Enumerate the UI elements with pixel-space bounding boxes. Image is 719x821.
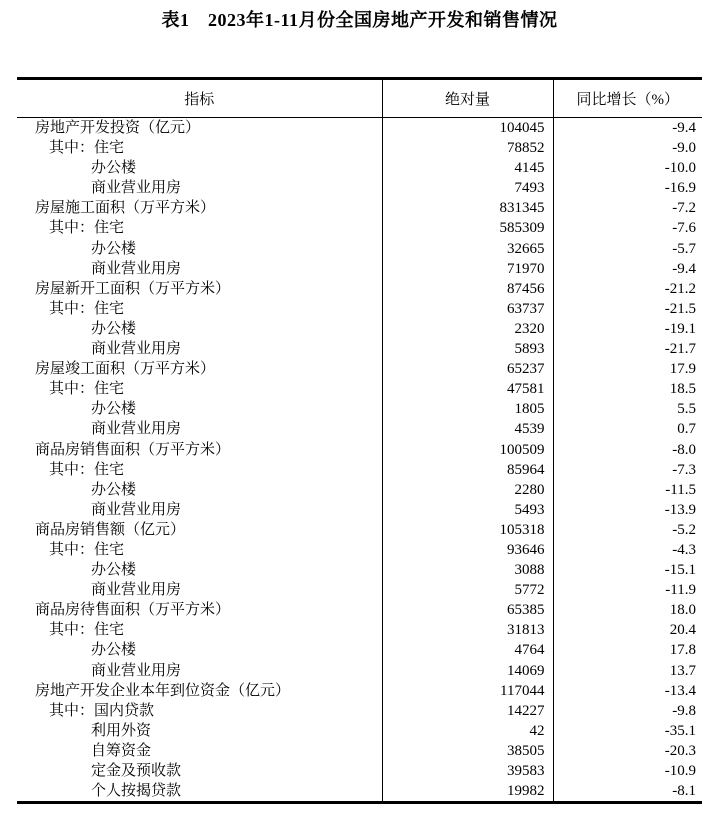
table-row (17, 640, 702, 660)
table-header (17, 79, 702, 118)
table-row (17, 440, 702, 460)
absolute-value-cell: 2280 (382, 480, 553, 500)
table-row (17, 399, 702, 419)
indicator-cell: 商业营业用房 (91, 180, 182, 197)
absolute-value-cell: 5772 (382, 580, 553, 600)
table-row (17, 600, 702, 620)
growth-value-cell: 17.9 (669, 361, 696, 378)
growth-value-cell: -21.2 (664, 280, 696, 297)
indicator-cell: 办公楼 (91, 481, 137, 498)
table-row (17, 279, 702, 299)
table-row (17, 259, 702, 279)
table-row (17, 500, 702, 520)
absolute-value-cell: 71970 (382, 259, 553, 279)
absolute-value-cell: 78852 (382, 138, 553, 158)
growth-value-cell: -9.4 (672, 120, 696, 136)
indicator-cell: 商品房销售额（亿元） (35, 521, 186, 538)
table-row (17, 540, 702, 560)
growth-value-cell: -9.4 (672, 260, 696, 277)
growth-value-cell: 13.7 (669, 662, 696, 679)
growth-value-cell: -15.1 (664, 562, 696, 579)
indicator-cell: 商业营业用房 (91, 421, 182, 438)
page-title: 表1 2023年1-11月份全国房地产开发和销售情况 (161, 10, 558, 30)
col-header-absolute: 绝对量 (382, 79, 553, 118)
table-row (17, 239, 702, 259)
growth-value-cell: -21.7 (664, 341, 696, 358)
indicator-cell: 商业营业用房 (91, 341, 182, 358)
table-row (17, 681, 702, 701)
absolute-value-cell: 100509 (382, 440, 553, 460)
table-row (17, 158, 702, 178)
table-row (17, 379, 702, 399)
growth-value-cell: -7.2 (672, 200, 696, 217)
col-header-indicator: 指标 (17, 79, 382, 118)
growth-value-cell: -13.4 (664, 682, 696, 699)
growth-value-cell: -7.3 (672, 461, 696, 478)
growth-value-cell: -20.3 (664, 742, 696, 759)
growth-value-cell: -19.1 (664, 320, 696, 337)
indicator-cell: 其中：住宅 (49, 140, 125, 157)
indicator-cell: 其中：住宅 (49, 541, 125, 558)
indicator-cell: 利用外资 (91, 722, 152, 739)
indicator-cell: 房地产开发企业本年到位资金（亿元） (35, 682, 291, 699)
table-row (17, 198, 702, 218)
indicator-cell: 商业营业用房 (91, 260, 182, 277)
growth-value-cell: -9.0 (672, 140, 696, 157)
absolute-value-cell: 117044 (382, 681, 553, 701)
indicator-cell: 其中：住宅 (49, 461, 125, 478)
growth-value-cell: -11.9 (665, 582, 696, 599)
table-row (17, 118, 702, 139)
indicator-cell: 办公楼 (91, 320, 137, 337)
indicator-cell: 其中：住宅 (49, 381, 125, 398)
absolute-value-cell: 1805 (382, 399, 553, 419)
table-row (17, 560, 702, 580)
growth-value-cell: -16.9 (664, 180, 696, 197)
table-row (17, 580, 702, 600)
absolute-value-cell: 19982 (382, 781, 553, 803)
growth-value-cell: -7.6 (672, 220, 696, 237)
table-row (17, 218, 702, 238)
indicator-cell: 办公楼 (91, 401, 137, 418)
table-row (17, 701, 702, 721)
table-row (17, 761, 702, 781)
table-row (17, 460, 702, 480)
absolute-value-cell: 85964 (382, 460, 553, 480)
table-row (17, 299, 702, 319)
header-row (17, 79, 702, 118)
indicator-cell: 其中：住宅 (49, 622, 125, 639)
indicator-cell: 商业营业用房 (91, 582, 182, 599)
absolute-value-cell: 39583 (382, 761, 553, 781)
absolute-value-cell: 31813 (382, 620, 553, 640)
growth-value-cell: 17.8 (669, 642, 696, 659)
col-header-growth: 同比增长（%） (553, 79, 702, 118)
indicator-cell: 其中：国内贷款 (49, 702, 155, 719)
table-row (17, 620, 702, 640)
absolute-value-cell: 105318 (382, 520, 553, 540)
indicator-cell: 其中：住宅 (49, 220, 125, 237)
absolute-value-cell: 4539 (382, 419, 553, 439)
absolute-value-cell: 2320 (382, 319, 553, 339)
growth-value-cell: -9.8 (672, 702, 696, 719)
indicator-cell: 商业营业用房 (91, 662, 182, 679)
growth-value-cell: -11.5 (665, 481, 696, 498)
absolute-value-cell: 47581 (382, 379, 553, 399)
indicator-cell: 商业营业用房 (91, 501, 182, 518)
indicator-cell: 商品房待售面积（万平方米） (35, 602, 231, 619)
absolute-value-cell: 4145 (382, 158, 553, 178)
indicator-cell: 定金及预收款 (91, 763, 182, 779)
growth-value-cell: -13.9 (664, 501, 696, 518)
growth-value-cell: -8.1 (672, 783, 696, 800)
table-row (17, 741, 702, 761)
table-row (17, 138, 702, 158)
table-row (17, 781, 702, 803)
indicator-cell: 房屋施工面积（万平方米） (35, 200, 216, 217)
indicator-cell: 个人按揭贷款 (91, 783, 182, 800)
indicator-cell: 房地产开发投资（亿元） (35, 120, 201, 136)
indicator-cell: 房屋新开工面积（万平方米） (35, 280, 231, 297)
absolute-value-cell: 7493 (382, 178, 553, 198)
indicator-cell: 办公楼 (91, 642, 137, 659)
growth-value-cell: 5.5 (677, 401, 696, 418)
indicator-cell: 办公楼 (91, 160, 137, 177)
table-row (17, 339, 702, 359)
absolute-value-cell: 32665 (382, 239, 553, 259)
growth-value-cell: -10.9 (664, 763, 696, 779)
indicator-cell: 办公楼 (91, 240, 137, 257)
indicator-cell: 自筹资金 (91, 742, 152, 759)
growth-value-cell: -21.5 (664, 300, 696, 317)
absolute-value-cell: 42 (382, 721, 553, 741)
absolute-value-cell: 831345 (382, 198, 553, 218)
table-row (17, 319, 702, 339)
table-row (17, 419, 702, 439)
table-row (17, 178, 702, 198)
table-row (17, 480, 702, 500)
absolute-value-cell: 63737 (382, 299, 553, 319)
growth-value-cell: 18.0 (669, 602, 696, 619)
growth-value-cell: -10.0 (664, 160, 696, 177)
growth-value-cell: 18.5 (669, 381, 696, 398)
growth-value-cell: -5.7 (672, 240, 696, 257)
absolute-value-cell: 14069 (382, 661, 553, 681)
growth-value-cell: -4.3 (672, 541, 696, 558)
growth-value-cell: 0.7 (677, 421, 696, 438)
table-row (17, 721, 702, 741)
table-body (17, 118, 702, 803)
growth-value-cell: -5.2 (672, 521, 696, 538)
indicator-cell: 办公楼 (91, 562, 137, 579)
table-row (17, 661, 702, 681)
absolute-value-cell: 38505 (382, 741, 553, 761)
table-row (17, 520, 702, 540)
absolute-value-cell: 585309 (382, 218, 553, 238)
absolute-value-cell: 14227 (382, 701, 553, 721)
real-estate-stats-table (17, 77, 702, 804)
absolute-value-cell: 65385 (382, 600, 553, 620)
absolute-value-cell: 65237 (382, 359, 553, 379)
growth-value-cell: -35.1 (664, 722, 696, 739)
absolute-value-cell: 5893 (382, 339, 553, 359)
indicator-cell: 房屋竣工面积（万平方米） (35, 361, 216, 378)
growth-value-cell: 20.4 (669, 622, 696, 639)
indicator-cell: 其中：住宅 (49, 300, 125, 317)
absolute-value-cell: 104045 (382, 118, 553, 139)
absolute-value-cell: 5493 (382, 500, 553, 520)
growth-value-cell: -8.0 (672, 441, 696, 458)
absolute-value-cell: 93646 (382, 540, 553, 560)
table-row (17, 359, 702, 379)
absolute-value-cell: 3088 (382, 560, 553, 580)
absolute-value-cell: 87456 (382, 279, 553, 299)
absolute-value-cell: 4764 (382, 640, 553, 660)
indicator-cell: 商品房销售面积（万平方米） (35, 441, 231, 458)
